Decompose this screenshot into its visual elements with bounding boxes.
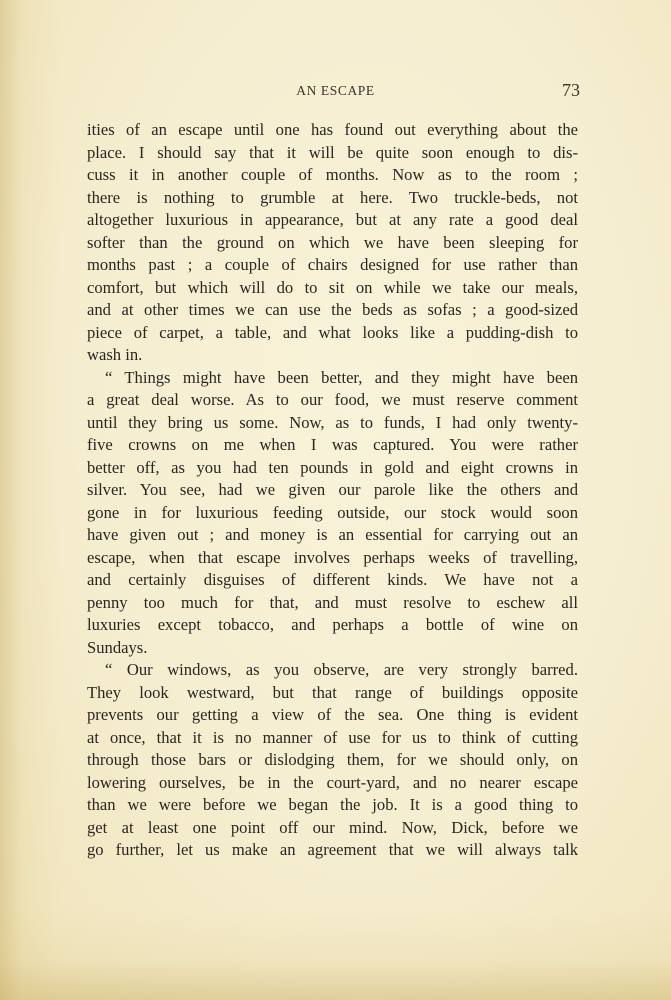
text-line: get at least one point off our mind. Now, Dick, before we	[87, 817, 578, 837]
text-line: comfort, but which will do to sit on while we take our meals,	[87, 277, 578, 297]
body-text	[87, 119, 578, 862]
text-line: softer than the ground on which we have been sleeping for	[87, 232, 578, 252]
text-line: and certainly disguises of different kinds. We have not a	[87, 570, 578, 589]
text-line: a great deal worse. As to our food, we must reserve comment	[87, 390, 578, 409]
text-line: piece of carpet, a table, and what looks like a pudding-dish to	[87, 322, 578, 342]
running-head	[0, 80, 671, 103]
text-line: months past ; a couple of chairs designed for use rather than	[87, 255, 578, 274]
text-line: “ Our windows, as you observe, are very strongly barred.	[105, 660, 578, 679]
text-line: Sundays.	[87, 637, 148, 657]
text-line: They look westward, but that range of buildings opposite	[87, 682, 578, 702]
text-line: better off, as you had ten pounds in gold and eight crowns in	[87, 457, 578, 477]
text-line: there is nothing to grumble at here. Two truckle-beds, not	[87, 187, 578, 207]
text-line: place. I should say that it will be quite soon enough to dis-	[87, 142, 578, 162]
text-line: than we were before we began the job. It is a good thing to	[87, 795, 578, 814]
text-line: ities of an escape until one has found out everything about the	[87, 120, 578, 139]
text-line: and at other times we can use the beds as sofas ; a good-sized	[87, 300, 578, 319]
text-line: cuss it in another couple of months. Now as to the room ;	[87, 165, 578, 184]
text-line: luxuries except tobacco, and perhaps a bottle of wine on	[87, 615, 578, 634]
page-number: 73	[562, 80, 580, 100]
text-line: gone in for luxurious feeding outside, our stock would soon	[87, 502, 578, 522]
text-line: lowering ourselves, be in the court-yard, and no nearer escape	[87, 772, 578, 792]
chapter-title: AN ESCAPE	[296, 83, 375, 98]
text-line: through those bars or dislodging them, for we should only, on	[87, 750, 578, 769]
text-line: wash in.	[87, 345, 143, 364]
text-line: altogether luxurious in appearance, but at any rate a good deal	[87, 210, 578, 229]
text-line: until they bring us some. Now, as to funds, I had only twenty-	[87, 412, 578, 432]
text-line: go further, let us make an agreement that we will always talk	[87, 840, 578, 859]
text-line: escape, when that escape involves perhaps weeks of travelling,	[87, 547, 578, 567]
text-line: have given out ; and money is an essential for carrying out an	[87, 525, 578, 544]
text-line: penny too much for that, and must resolve to eschew all	[87, 592, 578, 612]
text-line: five crowns on me when I was captured. You were rather	[87, 435, 578, 454]
text-line: prevents our getting a view of the sea. One thing is evident	[87, 705, 578, 724]
text-line: “ Things might have been better, and they might have been	[105, 367, 578, 387]
text-line: at once, that it is no manner of use for us to think of cutting	[87, 727, 578, 747]
text-line: silver. You see, had we given our parole like the others and	[87, 480, 578, 499]
